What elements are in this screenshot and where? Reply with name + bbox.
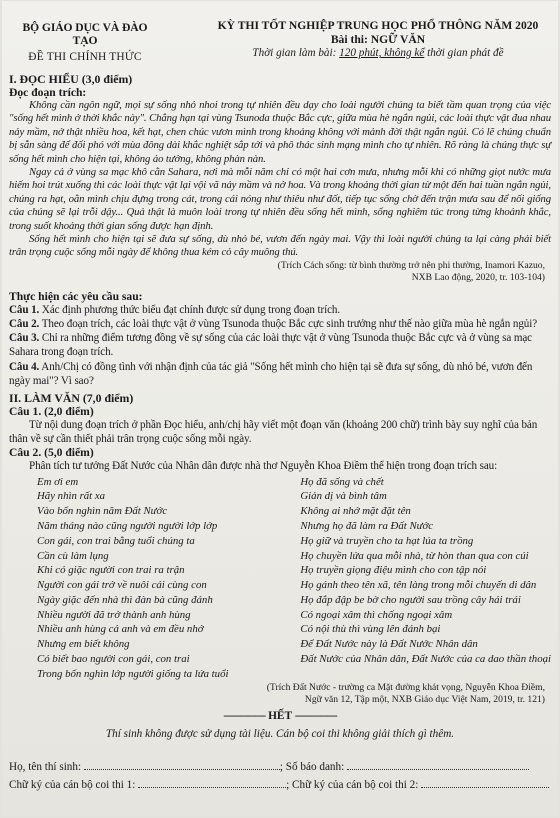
question-4-text: Anh/Chị có đồng tình với nhận định của tác giả "Sống hết mình cho hiện tại sẽ đưa sự sống, dù nhỏ bé, vươn đến ngày mai"? Vì sao? [9,360,533,387]
poem-right-line: Họ đắp đập be bờ cho người sau trồng cây hái trái [300,593,521,606]
passage-source [9,260,551,285]
read-label: Đọc đoạn trích: [9,86,87,99]
passage-paragraph-1: Không cần ngôn ngữ, mọi sự sống nhỏ nhoi trong tự nhiên đều dạy cho loài người chúng ta biết tầm quan trọng của việc "sống hết mình ở thời khắc này". Chẳng hạn tại vùng Tsunoda thuộc Bắc cực, giữa mùa hè ngắn ngủi, các loài thực vật đua nhau nảy mầm, nở thật nhiều hoa, kết hạt, chen chúc vươn mình trong khoảng không với mảnh đời thật ngắn ngủi. Có lẽ chúng chuẩn bị sẵn sàng để đối phó với mùa đông dài khắc nghiệt sắp tới và phô thác sinh mạng mình cho tự nhiên. Rõ ràng là chúng thực sự sống hết mình cho hiện tại, không ảo tưởng, không phàn nàn. [9,99,551,165]
header-left-block [10,21,160,63]
poem-right-line: Có ngoại xâm thì chống ngoại xâm [300,608,453,621]
question-2 [9,317,551,331]
poem-left-line: Khi có giặc người con trai ra trận [37,564,185,577]
poem-right-line: Để Đất Nước này là Đất Nước Nhân dân [300,638,478,651]
poem-left-line: Con gái, con trai bằng tuổi chúng ta [37,534,195,547]
poem-left-line: Nhưng em biết không [37,638,130,651]
passage-source-line-1: (Trích Cách sống: từ bình thường trở nên phi thường, Inamori Kazuo, [277,259,545,271]
candidate-name-label: Họ, tên thí sinh: [9,761,84,774]
proctor-row [9,776,551,794]
question-2-text: Theo đoạn trích, các loài thực vật ở vùng Tsunoda thuộc Bắc cực sinh trưởng như thế nào giữa mùa hè ngắn ngủi? [39,317,538,330]
poem-right-line: Họ chuyền lửa qua mỗi nhà, từ hòn than qua con cúi [300,549,529,562]
poem-left-line: Hãy nhìn rất xa [37,490,106,503]
essay-q1-text: Từ nội dung đoạn trích ở phần Đọc hiểu, anh/chị hãy viết một đoạn văn (khoảng 200 chữ) trình bày suy nghĩ của bản thân về sự cần thiết phải trân trọng cuộc sống mỗi ngày. [9,418,538,446]
poem-right-line: Họ truyền giọng điệu mình cho con tập nói [300,564,487,577]
essay-q2-label: Câu 2. (5,0 điểm) [9,446,94,460]
passage-paragraph-2: Ngay cả ở vùng sa mạc khô cằn Sahara, nơi mà mỗi năm chỉ có một hai cơn mưa, nhưng mỗi khi có những giọt nước mưa hiếm hoi trút xuống thì các loài thực vật lại vội vã nảy mầm và nở hoa. Và trong khoảng thời gian từ một đến hai tuần ngắn ngủi, chúng ra hạt, oằn mình chịu đựng trong cát, trong cái nóng như thiêu như đốt, tiếp tục sống chờ đến trận mưa sau để nối giống của chúng sẽ lại trỗi dậy... Quả thật là muôn loài trong tự nhiên đều sống hết mình, sống nghiêm túc trong từng khoảnh khắc, trong suốt khoảng thời gian sống được hạn định. [9,166,551,232]
question-4 [9,360,551,388]
exam-paper [2,1,558,816]
poem-left-line: Nhiều anh hùng cả anh và em đều nhớ [37,623,204,636]
duration-value: 120 phút, không kể [339,47,425,59]
poem-left-line: Em ơi em [37,475,79,488]
poem-left-line: Có biết bao người con gái, con trai [37,653,190,666]
end-mark-text: HẾT [268,710,292,723]
tasks-heading: Thực hiện các yêu cầu sau: [9,289,143,303]
candidate-row [9,758,551,776]
end-mark [9,710,551,722]
poem-right-column [294,475,551,682]
exam-content [2,61,558,794]
question-1-text: Xác định phương thức biểu đạt chính được sử dụng trong đoạn trích. [39,303,341,316]
passage-source-line-2: NXB Lao động, 2020, tr. 103-104) [411,272,545,284]
poem-left-line: Trong bốn nghìn lớp người giống ta lứa tuổi [37,667,229,680]
proctor1-signature-field[interactable] [138,778,286,788]
duration-prefix: Thời gian làm bài: [252,47,340,59]
poem-right-line: Giản dị và bình tâm [300,490,387,503]
end-dash-left: --------------- [223,710,266,723]
poem-left-line: Vào bốn nghìn năm Đất Nước [37,505,168,518]
poem-left-line: Năm tháng nào cũng người người lớp lớp [37,519,218,532]
exam-subject: Bài thi: NGỮ VĂN [330,33,426,46]
exam-title: KỲ THI TỐT NGHIỆP TRUNG HỌC PHỔ THÔNG NĂM 2020 [217,19,539,32]
poem-right-line: Họ giữ và truyền cho ta hạt lúa ta trồng [300,534,474,547]
header-right-block [202,19,554,59]
question-1 [9,303,551,317]
candidate-name-field[interactable] [84,760,280,770]
poem-left-line: Người con gái trở về nuôi cái cùng con [37,579,207,592]
poem-left-line: Cần cù làm lụng [37,549,109,562]
poem-left-column [9,475,294,682]
poem-excerpt [9,475,551,682]
essay-q1-label: Câu 1. (2,0 điểm) [9,404,94,418]
poem-left-line: Nhiều người đã trở thành anh hùng [37,608,191,621]
question-3-text: Chỉ ra những điểm tương đồng về sự sống của các loài thực vật ở vùng Tsunoda thuộc Bắc cực và ở vùng sa mạc Sahara trong đoạn trích. [9,332,533,359]
official-exam-label: ĐỀ THI CHÍNH THỨC [28,51,142,63]
passage-paragraph-3: Sống hết mình cho hiện tại sẽ đưa sự sống, dù nhỏ bé, vươn đến ngày mai. Vậy thì loài người chúng ta lại càng phải biết trân trọng cuộc sống mỗi ngày để không thua kém cỏ cây muông thú. [9,233,551,259]
essay-q2-text: Phân tích tư tưởng Đất Nước của Nhân dân được nhà thơ Nguyễn Khoa Điềm thể hiện trong đoạn trích sau: [29,460,498,473]
question-3 [9,331,551,359]
poem-source [9,682,551,707]
candidate-number-label: ; Số báo danh: [279,761,348,774]
part1-heading: I. ĐỌC HIỂU (3,0 điểm) [9,72,133,86]
exam-note: Thí sinh không được sử dụng tài liệu. Cán bộ coi thi không giải thích gì thêm. [105,728,455,741]
question-1-label: Câu 1. [9,303,40,316]
question-3-label: Câu 3. [9,332,40,345]
proctor1-label: Chữ ký của cán bộ coi thi 1: [9,779,139,792]
exam-header [2,1,558,61]
duration-suffix: thời gian phát đề [424,47,504,59]
part2-heading: II. LÀM VĂN (7,0 điểm) [9,390,134,405]
proctor2-label: ; Chữ ký của cán bộ coi thi 2: [286,779,422,792]
proctor2-signature-field[interactable] [421,778,549,788]
poem-right-line: Đất Nước của Nhân dân, Đất Nước của ca dao thần thoại [300,653,551,666]
poem-right-line: Có nội thù thì vùng lên đánh bại [300,623,441,636]
poem-left-line: Ngày giặc đến nhà thì đàn bà cũng đánh [37,593,213,606]
ministry-name: BỘ GIÁO DỤC VÀ ĐÀO TẠO [22,21,148,47]
question-2-label: Câu 2. [9,317,40,330]
exam-duration [202,47,554,59]
candidate-number-field[interactable] [347,760,529,770]
poem-right-line: Nhưng họ đã làm ra Đất Nước [300,519,434,532]
poem-right-line: Không ai nhớ mặt đặt tên [300,505,411,518]
reading-passage [9,99,551,260]
end-dash-right: --------------- [294,710,337,723]
candidate-fields [9,758,551,794]
poem-right-line: Họ gánh theo tên xã, tên làng trong mỗi chuyến di dân [300,579,537,592]
poem-source-line-1: (Trích Đất Nước - trường ca Mặt đường khát vọng, Nguyễn Khoa Điềm, [266,681,545,693]
poem-source-line-2: Ngữ văn 12, Tập một, NXB Giáo dục Việt Nam, 2019, tr. 121) [304,694,545,706]
question-4-label: Câu 4. [9,360,40,373]
poem-right-line: Họ đã sống và chết [300,475,384,488]
